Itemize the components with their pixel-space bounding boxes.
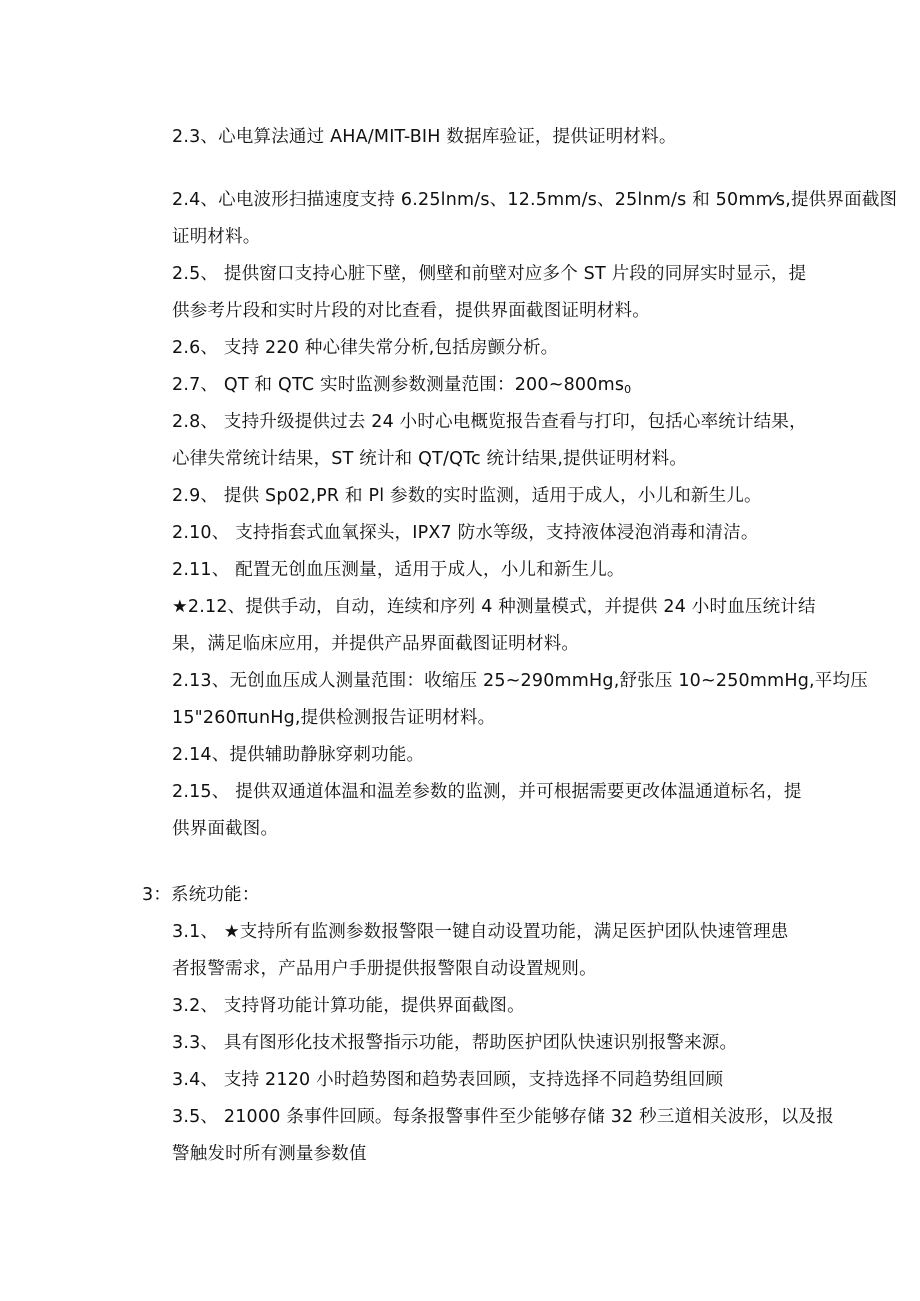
item-2-15-line-1: 2.15、 提供双通道体温和温差参数的监测，并可根据需要更改体温通道标名，提	[172, 782, 802, 802]
item-2-5-line-2: 供参考片段和实时片段的对比查看，提供界面截图证明材料。	[172, 301, 650, 321]
item-3-1-line-1: 3.1、 ★支持所有监测参数报警限一键自动设置功能，满足医护团队快速管理患	[172, 922, 789, 942]
item-2-5-line-1: 2.5、 提供窗口支持心脏下壁，侧壁和前壁对应多个 ST 片段的同屏实时显示，提	[172, 264, 807, 284]
item-2-9: 2.9、 提供 Sp02,PR 和 Pl 参数的实时监测，适用于成人，小儿和新生儿。	[172, 486, 762, 506]
item-3-5-line-1: 3.5、 21000 条事件回顾。每条报警事件至少能够存储 32 秒三道相关波形，以及报	[172, 1107, 834, 1127]
item-2-15-line-2: 供界面截图。	[172, 819, 279, 839]
item-2-4-line-2: 证明材料。	[172, 227, 261, 247]
item-2-13-line-2: 15"260πunHg,提供检测报告证明材料。	[172, 708, 496, 728]
item-3-3: 3.3、 具有图形化技术报警指示功能，帮助医护团队快速识别报警来源。	[172, 1033, 738, 1053]
item-2-8-line-2: 心律失常统计结果，ST 统计和 QT/QTc 统计结果,提供证明材料。	[172, 449, 688, 469]
item-2-10: 2.10、 支持指套式血氧探头，IPX7 防水等级，支持液体浸泡消毒和清洁。	[172, 523, 759, 543]
item-2-8-line-1: 2.8、 支持升级提供过去 24 小时心电概览报告查看与打印，包括心率统计结果，	[172, 412, 807, 432]
item-2-7-text: 2.7、 QT 和 QTC 实时监测参数测量范围：200~800ms	[172, 375, 625, 395]
item-2-6: 2.6、 支持 220 种心律失常分析,包括房颤分析。	[172, 338, 559, 358]
item-2-14: 2.14、提供辅助静脉穿刺功能。	[172, 745, 425, 765]
item-3-4: 3.4、 支持 2120 小时趋势图和趋势表回顾，支持选择不同趋势组回顾	[172, 1070, 724, 1090]
item-3-1-line-2: 者报警需求，产品用户手册提供报警限自动设置规则。	[172, 959, 597, 979]
item-2-12-line-2: 果，满足临床应用，并提供产品界面截图证明材料。	[172, 634, 580, 654]
item-2-3: 2.3、心电算法通过 AHA/MIT-BIH 数据库验证，提供证明材料。	[172, 127, 677, 147]
item-2-12-line-1: ★2.12、提供手动，自动，连续和序列 4 种测量模式，并提供 24 小时血压统计结	[172, 597, 816, 617]
item-3-2: 3.2、 支持肾功能计算功能，提供界面截图。	[172, 996, 525, 1016]
section-3-heading: 3：系统功能：	[142, 885, 260, 905]
item-2-7-subscript: 0	[624, 383, 632, 396]
item-2-13-line-1: 2.13、无创血压成人测量范围：收缩压 25~290mmHg,舒张压 10~250mmHg,平均压	[172, 671, 868, 691]
item-2-7	[172, 374, 631, 401]
item-3-5-line-2: 警触发时所有测量参数值	[172, 1144, 367, 1164]
item-2-11: 2.11、 配置无创血压测量，适用于成人，小儿和新生儿。	[172, 560, 625, 580]
item-2-4-line-1: 2.4、心电波形扫描速度支持 6.25lnm/s、12.5mm/s、25lnm/s 和 50mm⁄s,提供界面截图	[172, 190, 898, 210]
